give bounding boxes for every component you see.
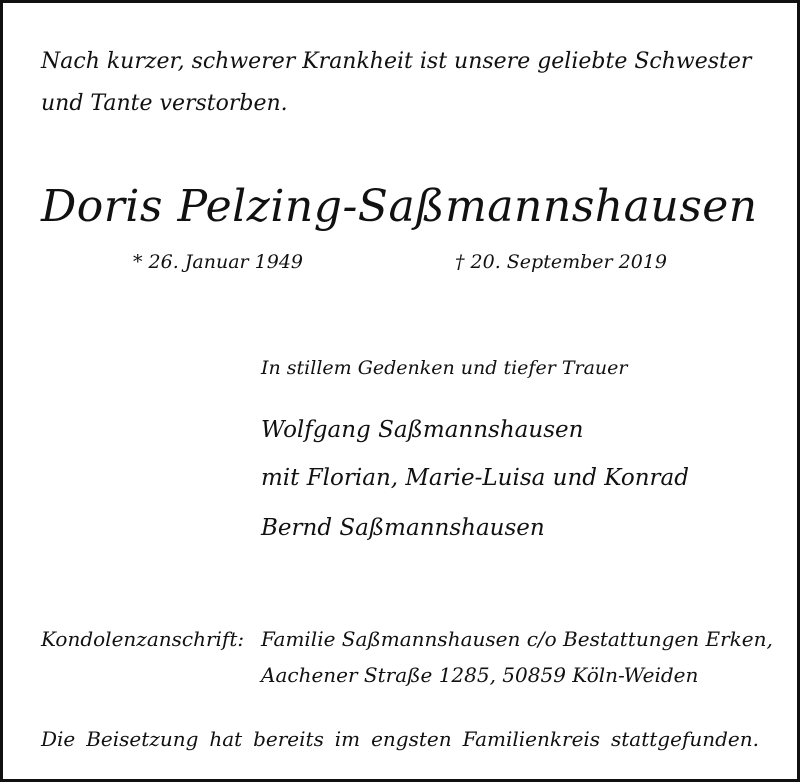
birth-date: * 26. Januar 1949 — [133, 251, 304, 273]
mourner-name: Bernd Saßmannshausen — [261, 515, 545, 541]
death-date: † 20. September 2019 — [455, 251, 667, 273]
condolence-label: Kondolenzanschrift: — [41, 627, 245, 651]
mourner-name: Wolfgang Saßmannshausen — [261, 417, 584, 443]
deceased-name: Doris Pelzing-Saßmannshausen — [41, 181, 758, 232]
intro-line-2: und Tante verstorben. — [41, 91, 288, 116]
burial-note: Die Beisetzung hat bereits im engsten Familienkreis stattgefunden. — [41, 727, 759, 751]
condolence-address-line-2: Aachener Straße 1285, 50859 Köln-Weiden — [261, 663, 699, 687]
mourning-text: In stillem Gedenken und tiefer Trauer — [261, 357, 628, 379]
condolence-address-line-1: Familie Saßmannshausen c/o Bestattungen Erken, — [261, 627, 773, 651]
intro-line-1: Nach kurzer, schwerer Krankheit ist unsere geliebte Schwester — [41, 49, 752, 74]
mourner-name: mit Florian, Marie-Luisa und Konrad — [261, 465, 689, 491]
